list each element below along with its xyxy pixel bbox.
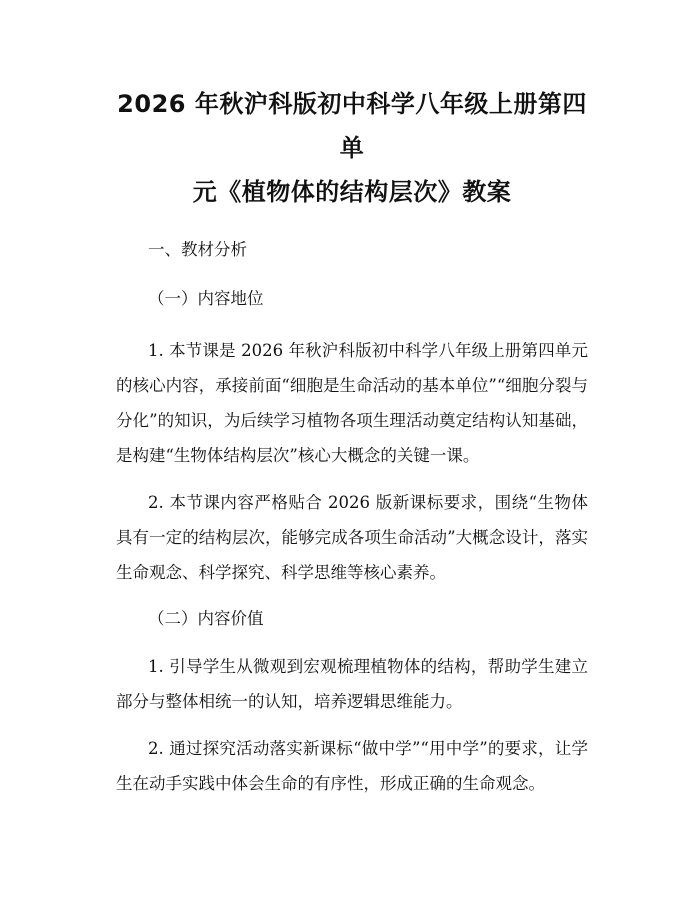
subsection-heading-content-position: （一）内容地位 [148, 289, 264, 308]
paragraph-content-value-1: 1. 引导学生从微观到宏观梳理植物体的结构，帮助学生建立部分与整体相统一的认知，培养逻辑思维能力。 [116, 657, 588, 711]
paragraph-content-position-2: 2. 本节课内容严格贴合 2026 版新课标要求，围绕“生物体具有一定的结构层次，能够完成各项生命活动”大概念设计，落实生命观念、科学探究、科学思维等核心素养。 [116, 493, 588, 582]
paragraph-content-position-1: 1. 本节课是 2026 年秋沪科版初中科学八年级上册第四单元的核心内容，承接前面“细胞是生命活动的基本单位”“细胞分裂与分化”的知识，为后续学习植物各项生理活动奠定结构认知基础，是构建“生物体结构层次”核心大概念的关键一课。 [116, 341, 588, 465]
title-line-1: 2026 年秋沪科版初中科学八年级上册第四单 [117, 90, 587, 162]
title-line-2: 元《植物体的结构层次》教案 [192, 178, 512, 206]
paragraph-content-value-2: 2. 通过探究活动落实新课标“做中学”“用中学”的要求，让学生在动手实践中体会生命的有序性，形成正确的生命观念。 [116, 739, 588, 793]
document-title [116, 82, 588, 214]
subsection-heading-content-value: （二）内容价值 [148, 609, 264, 628]
section-heading-teaching-material-analysis: 一、教材分析 [148, 240, 247, 259]
